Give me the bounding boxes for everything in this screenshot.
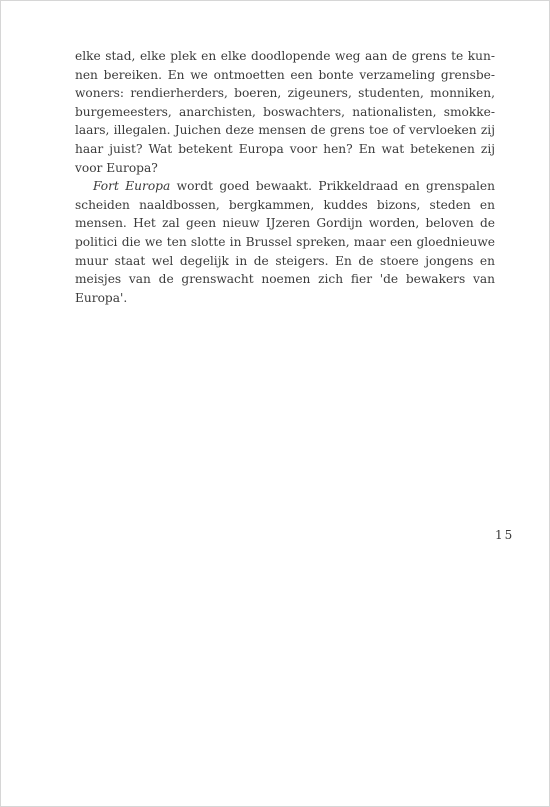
text-line: [75, 177, 495, 196]
text-line: Europa'.: [75, 290, 128, 305]
text-line: elke stad, elke plek en elke doodlopende weg aan de grens te kun-: [75, 49, 495, 63]
text-line: mensen. Het zal geen nieuw IJzeren Gordijn worden, beloven de: [75, 216, 495, 231]
text-line: nen bereiken. En we ontmoetten een bonte verzameling grensbe-: [75, 67, 495, 82]
text-line: scheiden naaldbossen, bergkammen, kuddes bizons, steden en: [75, 197, 495, 212]
paragraph-1: [75, 47, 495, 177]
text-line: burgemeesters, anarchisten, boswachters, nationalisten, smokke-: [75, 104, 495, 119]
text-line: laars, illegalen. Juichen deze mensen de grens toe of vervloeken zij: [75, 123, 495, 138]
text-line: muur staat wel degelijk in de steigers. En de stoere jongens en: [75, 253, 495, 268]
italic-title: Fort Europa: [93, 179, 171, 194]
text-line: politici die we ten slotte in Brussel spreken, maar een gloednieuwe: [75, 234, 495, 249]
page-number: 15: [495, 528, 515, 542]
text-line: haar juist? Wat betekent Europa voor hen? En wat betekenen zij: [75, 141, 495, 156]
paragraph-2: [75, 177, 495, 307]
text-line: woners: rendierherders, boeren, zigeuners, studenten, monniken,: [75, 86, 495, 101]
text-line: voor Europa?: [75, 160, 158, 175]
body-text: [75, 47, 495, 307]
text-line: meisjes van de grenswacht noemen zich fier 'de bewakers van: [75, 272, 495, 287]
text-span: wordt goed bewaakt. Prikkeldraad en grenspalen: [170, 179, 495, 194]
